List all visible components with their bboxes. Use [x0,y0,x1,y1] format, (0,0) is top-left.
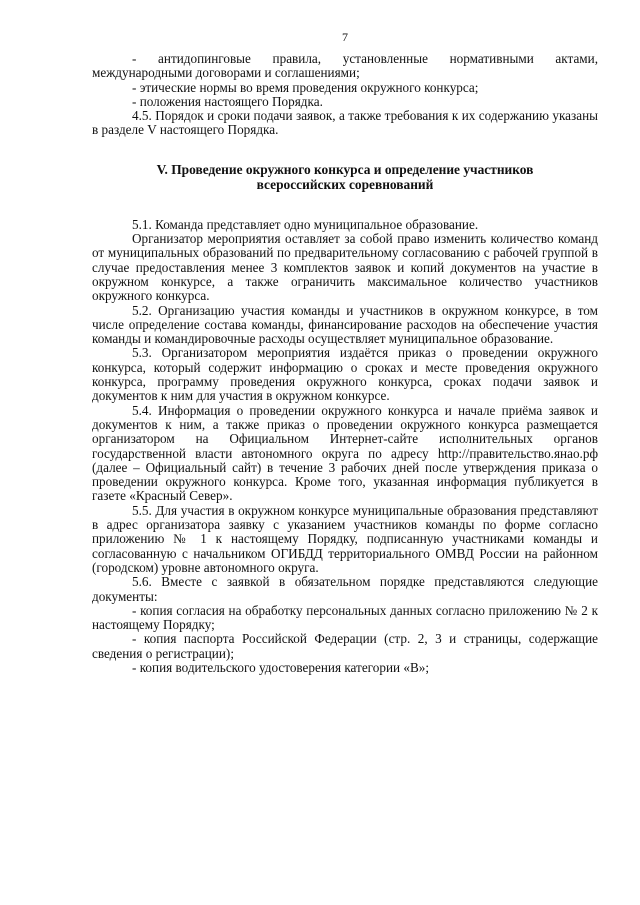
list-item: - копия паспорта Российской Федерации (стр. 2, 3 и страницы, содержащие сведения о регистрации); [92,631,598,661]
section-heading [92,162,598,192]
list-item: - копия согласия на обработку персональных данных согласно приложению № 2 к настоящему Порядку; [92,602,598,633]
paragraph: 5.1. Команда представляет одно муниципальное образование. [132,216,479,232]
paragraph: - антидопинговые правила, установленные нормативными актами, международными договорами и соглашениями; [92,51,598,81]
paragraph: - положения настоящего Порядка. [132,93,323,109]
paragraph: 5.4. Информация о проведении окружного конкурса и начале приёма заявок и документов к ним, а также приказ о проведении окружного конкурса размещается организатором на Официальном Интернет-сайте исполнительных органов государственной власти автономного округа по адресу http://правительство.янао.рф (далее – Официальный сайт) в течение 3 рабочих дней после утверждения приказа о проведении окружного конкурса. Кроме того, указанная информация публикуется в газете «Красный Север». [92,402,598,504]
paragraph: 5.2. Организацию участия команды и участников в окружном конкурсе, в том числе определение состава команды, финансирование расходов на обеспечение участия команды и командировочные расходы осуществляет муниципальное образование. [92,302,598,347]
section-heading-line-2: всероссийских соревнований [256,176,434,192]
section-heading-line-1: V. Проведение окружного конкурса и определение участников [156,161,534,177]
paragraph: 5.6. Вместе с заявкой в обязательном порядке представляются следующие документы: [92,574,598,604]
paragraph: Организатор мероприятия оставляет за собой право изменить количество команд от муниципальных образований по предварительному согласованию с рабочей группой в случае предоставления менее 3 комплектов заявок и копий документов на участие в окружном конкурсе, а также ограничить максимальное количество участников окружного конкурса. [92,231,598,304]
document-body [92,52,598,675]
paragraph: - этические нормы во время проведения окружного конкурса; [132,79,479,95]
paragraph: 5.5. Для участия в окружном конкурсе муниципальные образования представляют в адрес организатора заявку с указанием участников команды по форме согласно приложению № 1 к настоящему Порядку, подписанную участниками команды и согласованную с начальником ОГИБДД территориального ОМВД России на районном (городском) уровне автономного округа. [92,502,598,575]
paragraph: 5.3. Организатором мероприятия издаётся приказ о проведении окружного конкурса, который содержит информацию о сроках и месте проведения окружного конкурса, программу проведения окружного конкурса, сроках подачи заявок и документов к ним для участия в окружном конкурсе. [92,345,598,404]
paragraph: 4.5. Порядок и сроки подачи заявок, а также требования к их содержанию указаны в разделе V настоящего Порядка. [92,108,598,138]
page-number: 7 [342,30,348,44]
list-item: - копия водительского удостоверения категории «В»; [132,659,429,675]
